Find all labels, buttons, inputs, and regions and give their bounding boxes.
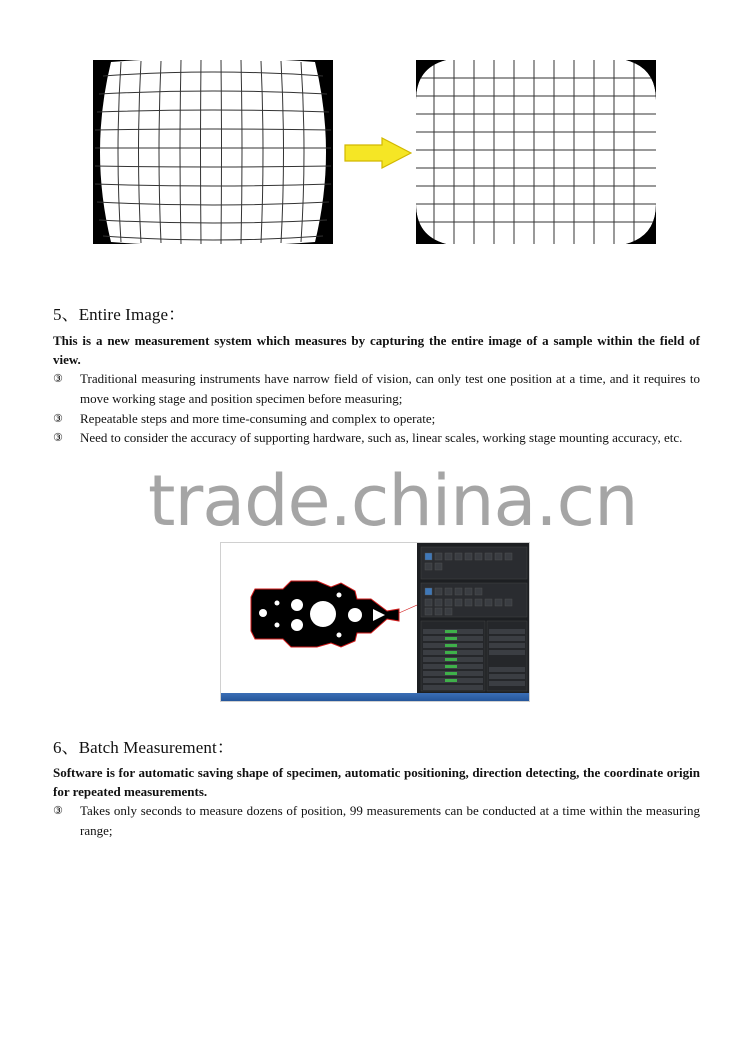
list-item-text: Traditional measuring instruments have narrow field of vision, can only test one position at a time, and it requires to move working stage and position specimen before measuring;	[80, 371, 700, 406]
control-panel	[417, 543, 530, 693]
list-item	[53, 801, 700, 841]
section-6-intro: Software is for automatic saving shape of specimen, automatic positioning, direction detecting, the coordinate origin for repeated measurements.	[53, 765, 700, 799]
list-item-text: Need to consider the accuracy of supporting hardware, such as, linear scales, working stage mounting accuracy, etc.	[80, 430, 683, 445]
list-item-text: Repeatable steps and more time-consuming and complex to operate;	[80, 411, 436, 426]
measurement-canvas	[221, 543, 418, 693]
bullet-symbol: ③	[53, 372, 63, 385]
list-item-text: Takes only seconds to measure dozens of position, 99 measurements can be conducted at a time within the measuring range;	[80, 803, 700, 838]
right-arrow-icon	[344, 137, 412, 169]
watermark: trade.china.cn	[148, 460, 638, 542]
section-5-intro: This is a new measurement system which measures by capturing the entire image of a sample within the field of view.	[53, 333, 700, 367]
list-item	[53, 369, 700, 409]
section-5-heading: 5、Entire Image：	[53, 305, 186, 324]
bullet-symbol: ③	[53, 431, 63, 444]
section-6-heading: 6、Batch Measurement：	[53, 738, 234, 757]
bullet-symbol: ③	[53, 412, 63, 425]
corrected-grid-image	[416, 60, 656, 244]
distorted-grid-image	[93, 60, 333, 244]
list-item	[53, 409, 700, 429]
bullet-symbol: ③	[53, 804, 63, 817]
taskbar	[221, 693, 530, 702]
software-screenshot	[220, 542, 530, 702]
